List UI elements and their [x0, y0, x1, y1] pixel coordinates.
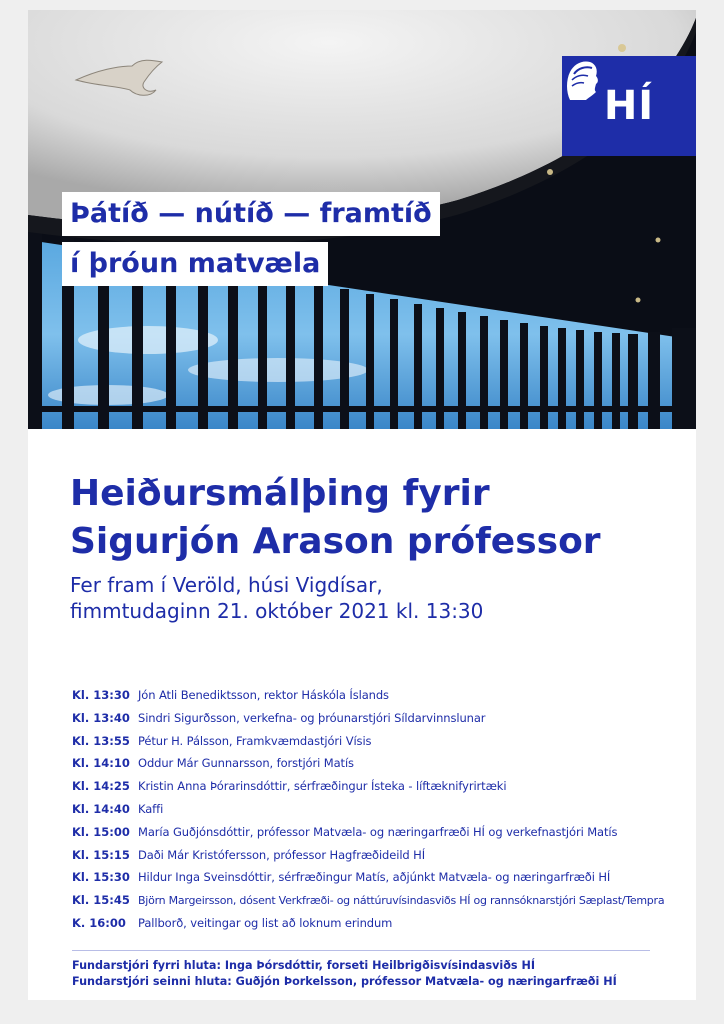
- schedule-time: Kl. 13:55: [72, 733, 130, 748]
- event-title-line-2: Sigurjón Arason prófessor: [70, 521, 601, 562]
- venue-line-1: Fer fram í Veröld, húsi Vigdísar,: [70, 573, 383, 597]
- schedule-description: Hildur Inga Sveinsdóttir, sérfræðingur Matís, aðjúnkt Matvæla- og næringarfræði HÍ: [138, 870, 611, 885]
- poster: [28, 10, 696, 1000]
- schedule-description: Pallborð, veitingar og list að loknum erindum: [138, 915, 393, 930]
- schedule-time: Kl. 15:30: [72, 870, 130, 885]
- schedule-time: Kl. 15:00: [72, 824, 130, 839]
- schedule-time: Kl. 14:10: [72, 756, 130, 771]
- schedule-description: Sindri Sigurðsson, verkefna- og þróunarstjóri Síldarvinnslunar: [138, 710, 486, 725]
- schedule-description: Oddur Már Gunnarsson, forstjóri Matís: [138, 756, 354, 771]
- event-title-line-1: Heiðursmálþing fyrir: [70, 473, 490, 514]
- divider: [72, 950, 650, 951]
- schedule-description: María Guðjónsdóttir, prófessor Matvæla- og næringarfræði HÍ og verkefnastjóri Matís: [138, 824, 618, 839]
- schedule-description: Jón Atli Benediktsson, rektor Háskóla Íslands: [138, 688, 389, 702]
- header-title-line-2: í þróun matvæla: [62, 242, 328, 286]
- schedule-list: [72, 688, 692, 939]
- schedule-item: [72, 756, 692, 779]
- schedule-item: [72, 802, 692, 825]
- schedule-description: Daði Már Kristófersson, prófessor Hagfræðideild HÍ: [138, 847, 426, 862]
- schedule-item: [72, 779, 692, 802]
- schedule-item: [72, 734, 692, 757]
- moderators: [72, 958, 672, 990]
- header-photo: [28, 10, 696, 429]
- schedule-item: [72, 916, 692, 939]
- schedule-item: [72, 825, 692, 848]
- schedule-time: Kl. 13:40: [72, 710, 130, 725]
- schedule-time: Kl. 15:45: [72, 893, 130, 908]
- moderator-first-part: Fundarstjóri fyrri hluta: Inga Þórsdóttir, forseti Heilbrigðisvísindasviðs HÍ: [72, 959, 536, 972]
- schedule-description: Björn Margeirsson, dósent Verkfræði- og náttúruvísindasviðs HÍ og rannsóknarstjóri Sæplast/Tempra: [138, 894, 665, 908]
- schedule-description: Pétur H. Pálsson, Framkvæmdastjóri Vísis: [138, 733, 372, 748]
- schedule-time: K. 16:00: [72, 915, 126, 930]
- schedule-item: [72, 893, 692, 916]
- schedule-item: [72, 870, 692, 893]
- schedule-item: [72, 848, 692, 871]
- schedule-item: [72, 711, 692, 734]
- university-of-iceland-head-icon: [562, 56, 600, 102]
- venue-line-2: fimmtudaginn 21. október 2021 kl. 13:30: [70, 599, 484, 623]
- header-title-line-1: Þátíð — nútíð — framtíð: [62, 192, 440, 236]
- logo-text: HÍ: [603, 83, 655, 129]
- schedule-item: [72, 688, 692, 711]
- event-title: [70, 470, 670, 566]
- schedule-time: Kl. 13:30: [72, 688, 130, 702]
- schedule-time: Kl. 14:40: [72, 801, 130, 816]
- university-logo: [562, 56, 696, 156]
- moderator-second-part: Fundarstjóri seinni hluta: Guðjón Þorkelsson, prófessor Matvæla- og næringarfræði HÍ: [72, 975, 617, 988]
- schedule-time: Kl. 15:15: [72, 847, 130, 862]
- schedule-description: Kaffi: [138, 801, 164, 816]
- schedule-description: Kristin Anna Þórarinsdóttir, sérfræðingur Ísteka - líftæknifyrirtæki: [138, 779, 507, 794]
- schedule-time: Kl. 14:25: [72, 779, 130, 794]
- event-venue: [70, 572, 670, 624]
